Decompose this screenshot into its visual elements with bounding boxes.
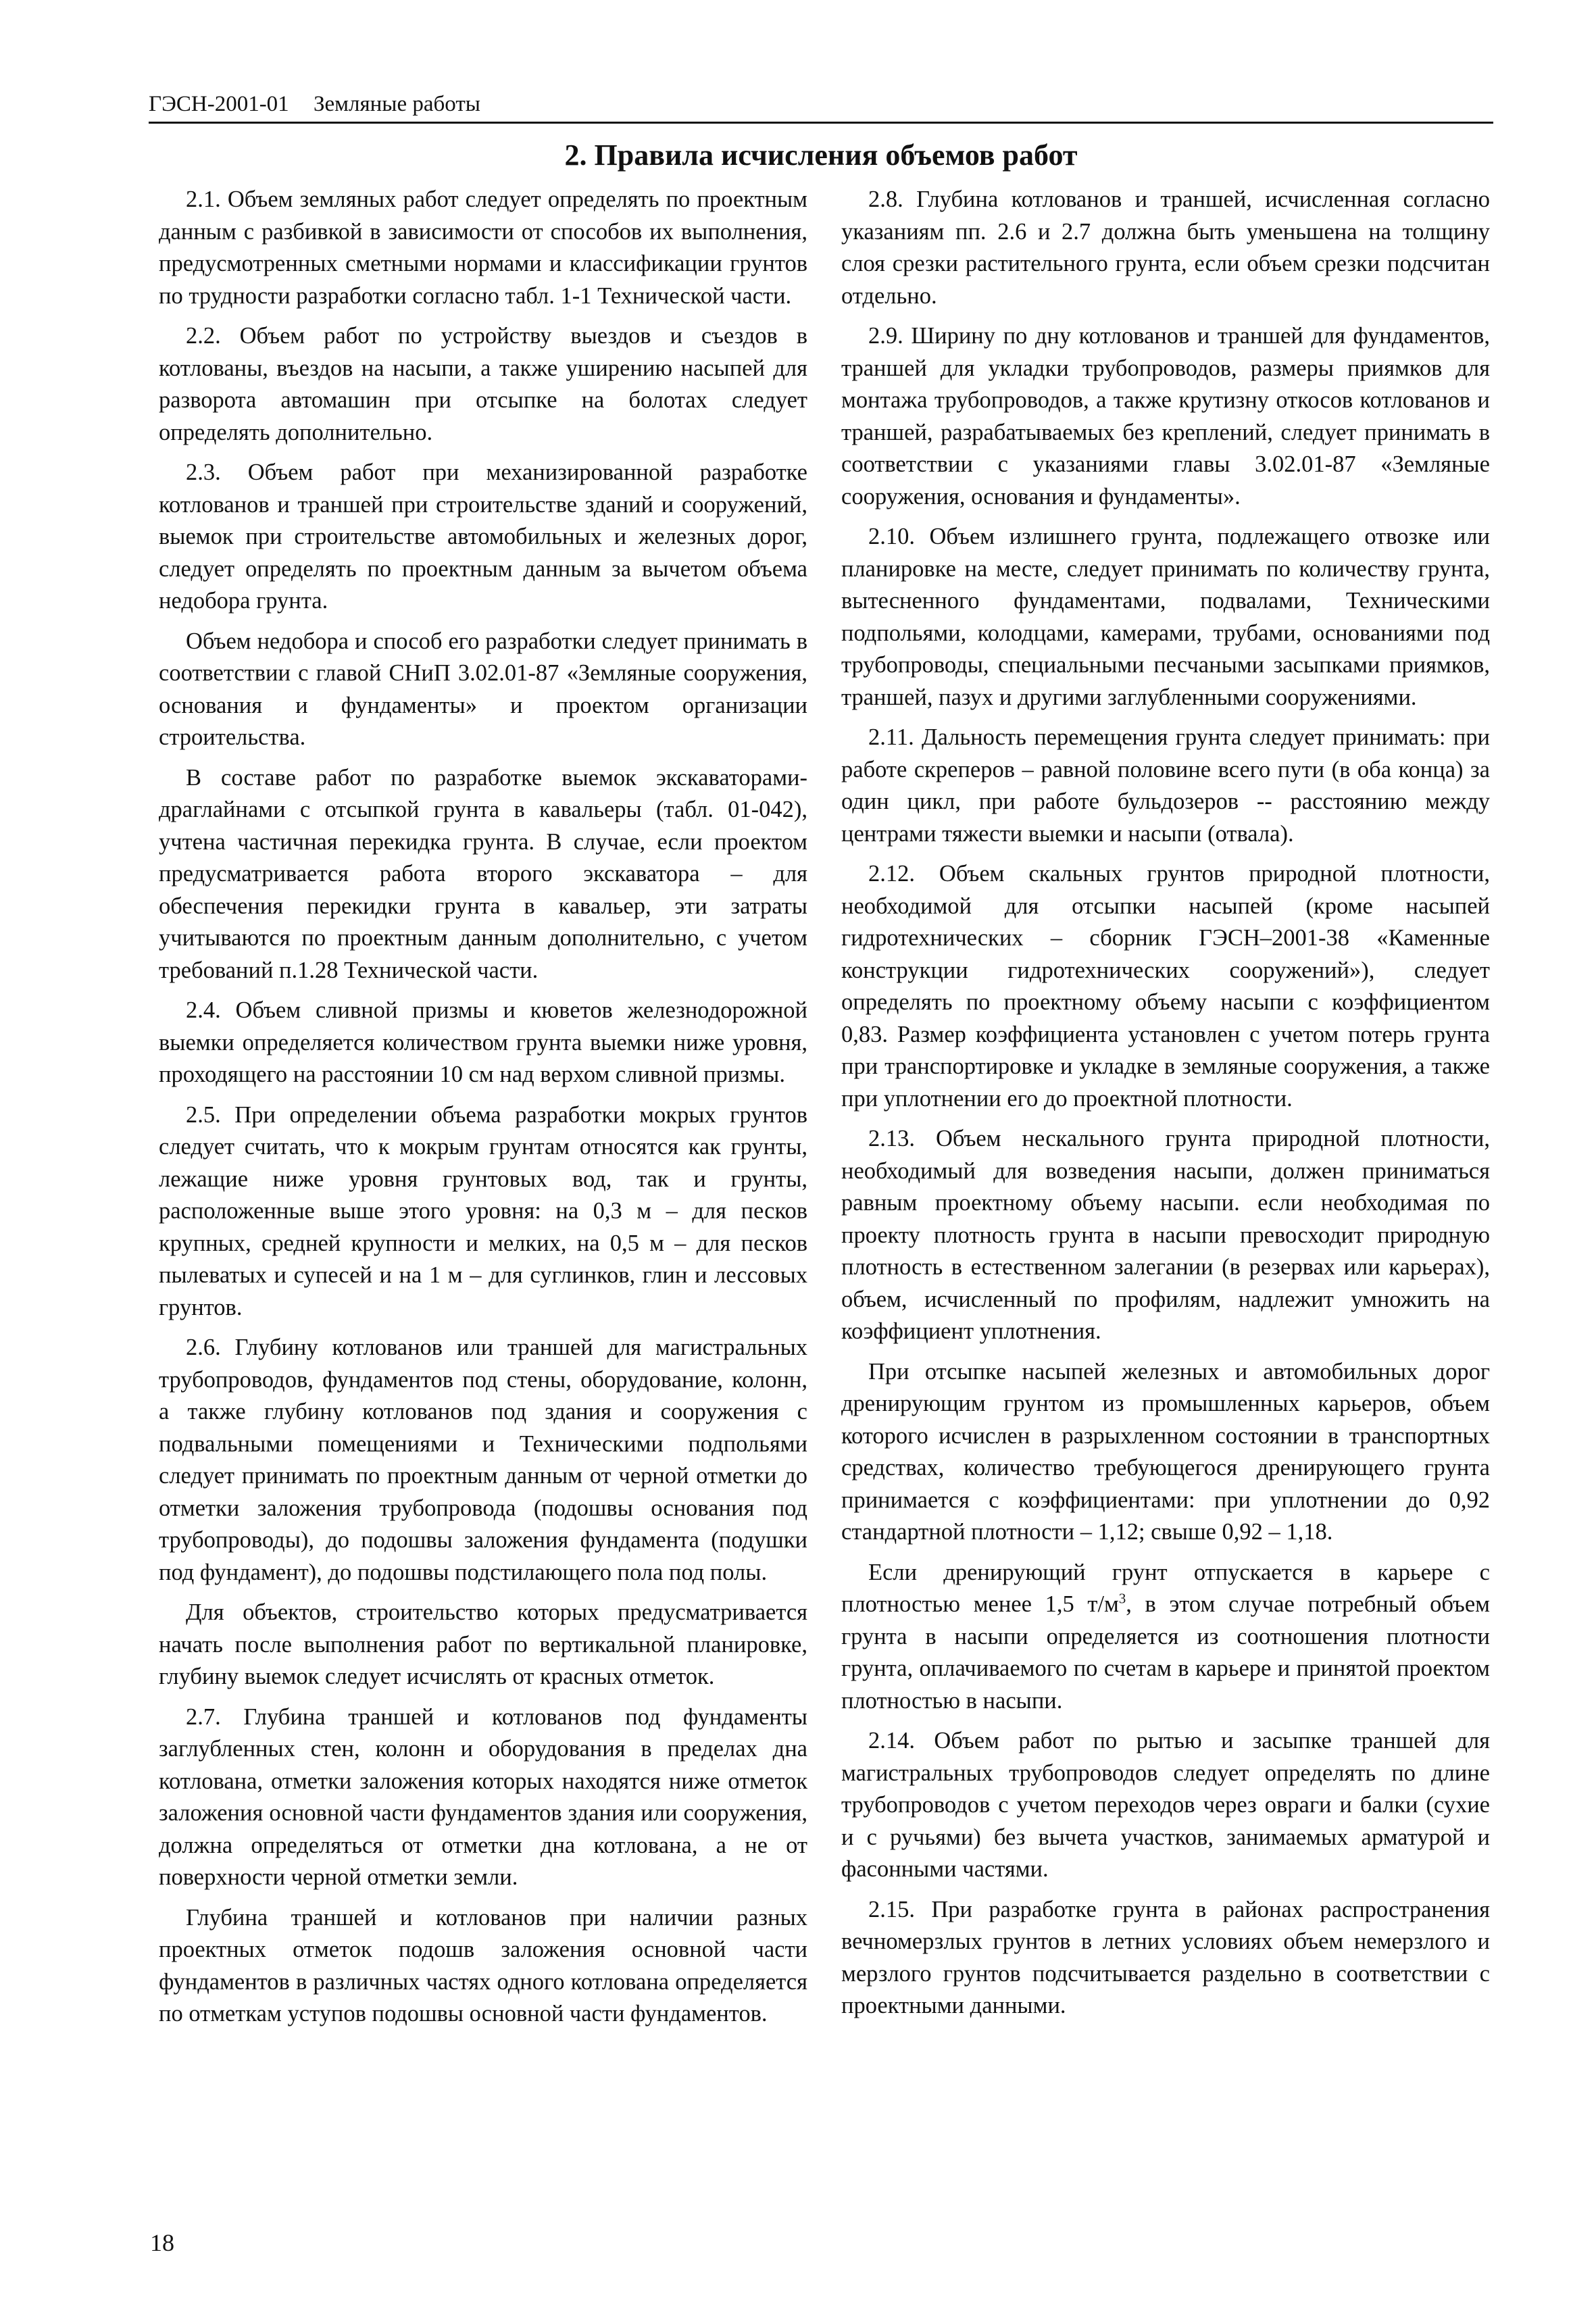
paragraph-red-marks: Для объектов, строительство которых предусматривается начать после выполнения работ по вертикальной планировке, глубину выемок следует исчислять от красных отметок. (159, 1599, 807, 1689)
paragraph-2-8: 2.8. Глубина котлованов и траншей, исчисленная согласно указаниям пп. 2.6 и 2.7 должна быть уменьшена на толщину слоя срезки растительного грунта, если объем срезки подсчитан отдельно. (841, 186, 1490, 309)
paragraph-2-7: 2.7. Глубина траншей и котлованов под фундаменты заглубленных стен, колонн и оборудования в пределах дна котлована, отметки заложения которых находятся ниже отметок заложения основной части фундаментов здания или сооружения, должна определяться от отметки дна котлована, а не от поверхности черной отметки земли. (159, 1703, 807, 1890)
paragraph-2-5: 2.5. При определении объема разработки мокрых грунтов следует считать, что к мокрым грунтам относятся как грунты, лежащие ниже уровня грунтовых вод, так и грунты, расположенные выше этого уровня: на 0,3 м – для песков крупных, средней крупности и мелких, на 0,5 м – для песков пылеватых и супесей и на 1 м – для суглинков, глин и лессовых грунтов. (159, 1101, 807, 1320)
page-title: 2. Правила исчисления объемов работ (564, 139, 1078, 172)
paragraph-trench-depth: Глубина траншей и котлованов при наличии разных проектных отметок подошв заложения основной части фундаментов в различных частях одного котлована определяется по отметкам уступов подошвы основной части фундаментов. (159, 1904, 807, 2026)
paragraph-2-1: 2.1. Объем земляных работ следует определять по проектным данным с разбивкой в зависимости от способов их выполнения, предусмотренных сметными нормами и классификации грунтов по трудности разработки согласно табл. 1-1 Технической части. (159, 186, 807, 309)
paragraph-2-2: 2.2. Объем работ по устройству выездов и съездов в котлованы, въездов на насыпи, а также уширению насыпей для разворота автомашин при отсыпке на болотах следует определять дополнительно. (159, 323, 807, 445)
paragraph-draglines: В составе работ по разработке выемок экскаваторами-драглайнами с отсыпкой грунта в кавальеры (табл. 01-042), учтена частичная перекидка грунта. В случае, если проектом предусматривается работа второго экскаватора – для обеспечения перекидки грунта в кавальер, эти затраты учитываются по проектным данным дополнительно, с учетом требований п.1.28 Технической части. (159, 764, 807, 983)
paragraph-2-4: 2.4. Объем сливной призмы и кюветов железнодорожной выемки определяется количеством грунта выемки ниже уровня, проходящего на расстоянии 10 см над верхом сливной призмы. (159, 997, 807, 1087)
paragraph-2-12: 2.12. Объем скальных грунтов природной плотности, необходимой для отсыпки насыпей (кроме насыпей гидротехнических – сборник ГЭСН–2001-38 «Каменные конструкции гидротехнических сооружений»), следует определять по проектному объему насыпи с коэффициентом 0,83. Размер коэффициента установлен с учетом потерь грунта при транспортировке и укладке в земляные сооружения, а также при уплотнении его до проектной плотности. (841, 861, 1490, 1112)
paragraph-density (841, 1557, 1490, 1718)
density-text-before: Если дренирующий грунт отпускается в карьере с плотностью менее 1,5 т/м (841, 1559, 1490, 1617)
paragraph-2-15: 2.15. При разработке грунта в районах распространения вечномерзлых грунтов в летних условиях объем немерзлого и мерзлого грунтов подсчитывается раздельно в соответствии с проектными данными. (841, 1896, 1490, 2018)
paragraph-2-10: 2.10. Объем излишнего грунта, подлежащего отвозке или планировке на месте, следует принимать по количеству грунта, вытесненного фундаментами, подвалами, Техническими подпольями, колодцами, камерами, трубами, основаниями под трубопроводы, специальными песчаными засыпками приямков, траншей, пазух и другими заглубленными сооружениями. (841, 524, 1490, 710)
paragraph-underrun: Объем недобора и способ его разработки следует принимать в соответствии с главой СНиП 3.02.01-87 «Земляные сооружения, основания и фундаменты» и проектом организации строительства. (159, 628, 807, 750)
paragraph-2-11: 2.11. Дальность перемещения грунта следует принимать: при работе скреперов – равной половине всего пути (в оба конца) за один цикл, при работе бульдозеров -- расстоянию между центрами тяжести выемки и насыпи (отвала). (841, 724, 1490, 847)
paragraph-drainage-soil: При отсыпке насыпей железных и автомобильных дорог дренирующим грунтом из промышленных карьеров, объем которого исчислен в разрыхленном состоянии в транспортных средствах, количество требующегося дренирующего грунта принимается с коэффициентами: при уплотнении до 0,92 стандартной плотности – 1,12; свыше 0,92 – 1,18. (841, 1358, 1490, 1545)
density-text-after: , в этом случае потребный объем грунта в насыпи определяется из соотношения плотности грунта, оплачиваемого по счетам в карьере и принятой проектом плотностью в насыпи. (841, 1591, 1491, 1714)
paragraph-2-9: 2.9. Ширину по дну котлованов и траншей для фундаментов, траншей для укладки трубопроводов, размеры приямков для монтажа трубопроводов, а также крутизну откосов котлованов и траншей, разрабатываемых без креплений, следует принимать в соответствии с указаниями главы 3.02.01-87 «Земляные сооружения, основания и фундаменты». (841, 323, 1490, 509)
header-rule (149, 122, 1493, 124)
running-header (149, 86, 1493, 122)
paragraph-2-6: 2.6. Глубину котлованов или траншей для магистральных трубопроводов, фундаментов под стены, оборудование, колонн, а также глубину котлованов под здания и сооружения с подвальными помещениями и Техническими подпольями следует принимать по проектным данным от черной отметки до отметки заложения трубопровода (подошвы основания под трубопроводы), до подошвы заложения фундамента (подушки под фундамент), до подошвы подстилающего пола под полы. (159, 1335, 807, 1585)
section-name: Земляные работы (313, 92, 480, 116)
right-column (841, 184, 1490, 2031)
paragraph-2-3: 2.3. Объем работ при механизированной разработке котлованов и траншей при строительстве зданий и сооружений, выемок при строительстве автомобильных и железных дорог, следует определять по проектным данным за вычетом объема недобора грунта. (159, 459, 807, 614)
page-number: 18 (150, 2229, 174, 2256)
paragraph-2-14: 2.14. Объем работ по рытью и засыпке траншей для магистральных трубопроводов следует определять по длине трубопроводов с учетом переходов через овраги и балки (сухие и с ручьями) без вычета участков, занимаемых арматурой и фасонными частями. (841, 1728, 1490, 1882)
density-superscript: 3 (1118, 1591, 1126, 1607)
document-code: ГЭСН-2001-01 (149, 92, 289, 116)
left-column (159, 184, 807, 2039)
paragraph-2-13: 2.13. Объем нескального грунта природной плотности, необходимый для возведения насыпи, должен приниматься равным проектному объему насыпи. если необходимая по проекту плотность грунта в насыпи превосходит природную плотность в естественном залегании (в резервах или карьерах), объем, исчисленный по профилям, надлежит умножить на коэффициент уплотнения. (841, 1126, 1490, 1344)
